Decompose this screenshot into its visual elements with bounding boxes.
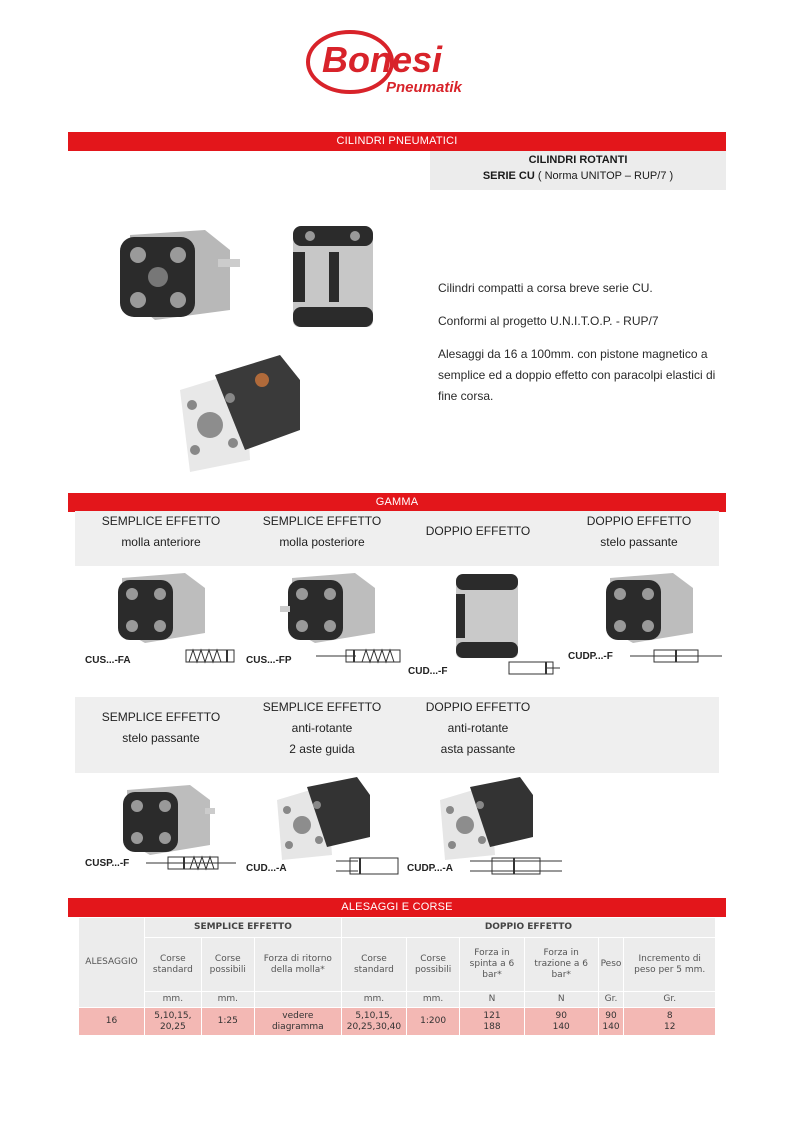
- table-row: [79, 1008, 716, 1036]
- svg-text:Pneumatik: Pneumatik: [386, 79, 462, 96]
- cylinder-image-2: [285, 222, 380, 334]
- cylinder-image-cud-a: [272, 775, 372, 860]
- gamma-cell: SEMPLICE EFFETTO molla anteriore: [101, 514, 221, 549]
- alesaggio-header: ALESAGGIO: [79, 918, 145, 1008]
- column-header: Forza in spinta a 6 bar*: [460, 938, 525, 992]
- code-label: CUS...-FA: [85, 655, 131, 666]
- table-cell: 1:200: [407, 1008, 460, 1036]
- gamma-cell: SEMPLICE EFFETTO molla posteriore: [262, 514, 382, 549]
- symbol-cudp-f: [630, 648, 722, 666]
- column-header: Corse standard: [341, 938, 406, 992]
- cylinder-image-cusp-f: [115, 780, 215, 860]
- column-header: Forza di ritorno della molla*: [254, 938, 341, 992]
- unit-cell: mm.: [407, 992, 460, 1008]
- gamma-cell: SEMPLICE EFFETTO anti-rotante 2 aste guida: [262, 700, 382, 756]
- subheader-line2: SERIE CU ( Norma UNITOP – RUP/7 ): [482, 170, 674, 182]
- gamma-row-2: [75, 697, 719, 773]
- group-header-doppio: DOPPIO EFFETTO: [341, 918, 715, 938]
- table-cell: 90 140: [598, 1008, 624, 1036]
- symbol-cud-f: [508, 660, 560, 678]
- column-header: Incremento di peso per 5 mm.: [624, 938, 716, 992]
- unit-cell: [254, 992, 341, 1008]
- section-title-cilindri: CILINDRI PNEUMATICI: [68, 132, 726, 151]
- alesaggio-value: 16: [79, 1008, 145, 1036]
- code-label: CUD...-F: [408, 666, 448, 677]
- cylinder-image-cus-fp: [280, 568, 380, 648]
- column-header: Peso: [598, 938, 624, 992]
- unit-cell: N: [460, 992, 525, 1008]
- table-cell: 8 12: [624, 1008, 716, 1036]
- cylinder-image-cud-f: [450, 572, 525, 662]
- column-header: Corse possibili: [201, 938, 254, 992]
- specs-table: [78, 917, 716, 1036]
- unit-cell: Gr.: [624, 992, 716, 1008]
- description-line: Conformi al progetto U.N.I.T.O.P. - RUP/7: [438, 314, 659, 328]
- unit-cell: N: [524, 992, 598, 1008]
- table-cell: 1:25: [201, 1008, 254, 1036]
- symbol-cud-a: [336, 856, 400, 876]
- unit-cell: mm.: [341, 992, 406, 1008]
- column-header: Forza in trazione a 6 bar*: [524, 938, 598, 992]
- product-description: [438, 278, 728, 419]
- unit-cell: mm.: [201, 992, 254, 1008]
- gamma-row-1: [75, 511, 719, 566]
- group-header-semplice: SEMPLICE EFFETTO: [145, 918, 342, 938]
- unit-cell: Gr.: [598, 992, 624, 1008]
- series-subheader: [430, 151, 726, 190]
- section-title-gamma: GAMMA: [68, 493, 726, 512]
- code-label: CUS...-FP: [246, 655, 292, 666]
- cylinder-image-3: [170, 350, 310, 475]
- gamma-cell: DOPPIO EFFETTO anti-rotante asta passante: [425, 700, 531, 756]
- table-cell: vedere diagramma: [254, 1008, 341, 1036]
- table-cell: 5,10,15, 20,25,30,40: [341, 1008, 406, 1036]
- subheader-line1: CILINDRI ROTANTI: [528, 154, 628, 166]
- description-line: Alesaggi da 16 a 100mm. con pistone magnetico a semplice ed a doppio effetto con paracolpi elastici di fine corsa.: [438, 347, 716, 403]
- code-label: CUD...-A: [246, 863, 287, 874]
- bonesi-logo: [300, 26, 490, 100]
- gamma-cell: DOPPIO EFFETTO stelo passante: [586, 514, 692, 549]
- code-label: CUDP...-F: [568, 651, 613, 662]
- column-header: Corse standard: [145, 938, 202, 992]
- svg-text:Bonesi: Bonesi: [322, 39, 443, 80]
- description-line: Cilindri compatti a corsa breve serie CU.: [438, 281, 653, 295]
- gamma-cell: SEMPLICE EFFETTO stelo passante: [101, 710, 221, 745]
- cylinder-image-1: [100, 215, 245, 335]
- unit-cell: mm.: [145, 992, 202, 1008]
- cylinder-image-cudp-f: [598, 568, 698, 648]
- cylinder-image-cudp-a: [435, 775, 535, 860]
- cylinder-image-cus-fa: [110, 568, 210, 648]
- gamma-cell: DOPPIO EFFETTO: [425, 524, 531, 538]
- symbol-cudp-a: [470, 856, 562, 876]
- table-cell: 5,10,15, 20,25: [145, 1008, 202, 1036]
- symbol-cus-fp: [316, 648, 402, 666]
- table-cell: 90 140: [524, 1008, 598, 1036]
- code-label: CUDP...-A: [407, 863, 453, 874]
- code-label: CUSP...-F: [85, 858, 130, 869]
- symbol-cus-fa: [185, 648, 237, 666]
- table-cell: 121 188: [460, 1008, 525, 1036]
- column-header: Corse possibili: [407, 938, 460, 992]
- symbol-cusp-f: [146, 855, 236, 873]
- section-title-alesaggi: ALESAGGI E CORSE: [68, 898, 726, 917]
